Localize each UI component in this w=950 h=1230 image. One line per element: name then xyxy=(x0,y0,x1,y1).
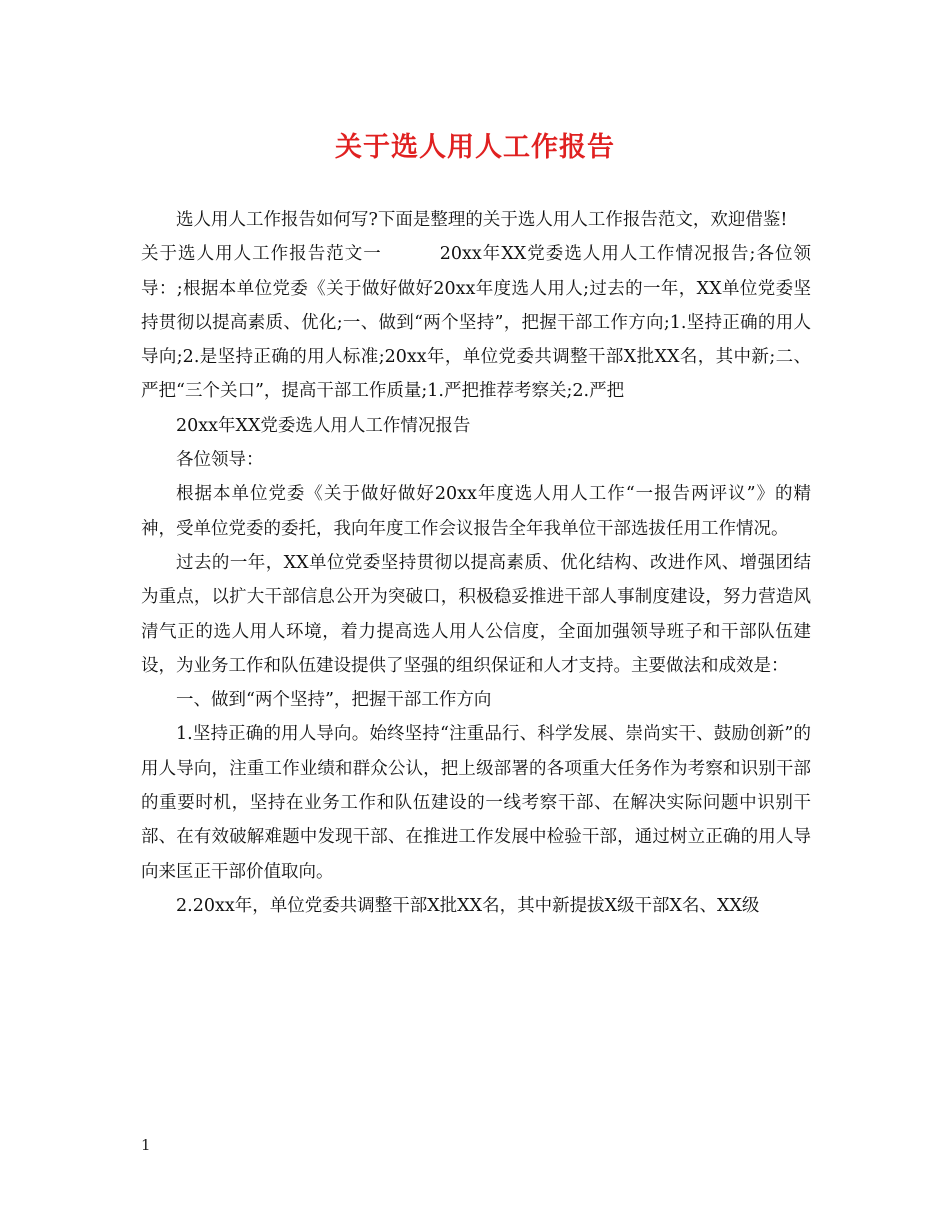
summary-text: 20xx年XX党委选人用人工作情况报告;各位领导：;根据本单位党委《关于做好做好20xx年度选人用人;过去的一年，XX单位党委坚持贯彻以提高素质、优化;一、做到“两个坚持”，把握干部工作方向;1.坚持正确的用人导向;2.是坚持正确的用人标准;20xx年，单位党委共调整干部X批XX名，其中新;二、严把“三个关口”，提高干部工作质量;1.严把推荐考察关;2.严把 xyxy=(141,244,811,402)
page-number: 1 xyxy=(141,1136,151,1154)
paragraph-4: 2.20xx年，单位党委共调整干部X批XX名，其中新提拔X级干部X名、XX级 xyxy=(176,895,760,916)
report-title: 20xx年XX党委选人用人工作情况报告 xyxy=(176,415,471,436)
intro-paragraph: 选人用人工作报告如何写?下面是整理的关于选人用人工作报告范文，欢迎借鉴! xyxy=(176,210,788,230)
salutation: 各位领导： xyxy=(176,450,264,471)
paragraph-3: 1.坚持正确的用人导向。始终坚持“注重品行、科学发展、崇尚实干、鼓励创新”的用人导向，注重工作业绩和群众公认，把上级部署的各项重大任务作为考察和识别干部的重要时机，坚持在业务工作和队伍建设的一线考察干部、在解决实际问题中识别干部、在有效破解难题中发现干部、在推进工作发展中检验干部，通过树立正确的用人导向来匡正干部价值取向。 xyxy=(141,724,811,882)
document-body xyxy=(141,203,811,923)
paragraph-2: 过去的一年，XX单位党委坚持贯彻以提高素质、优化结构、改进作风、增强团结为重点，以扩大干部信息公开为突破口，积极稳妥推进干部人事制度建设，努力营造风清气正的选人用人环境，着力提高选人用人公信度，全面加强领导班子和干部队伍建设，为业务工作和队伍建设提供了坚强的组织保证和人才支持。主要做法和成效是： xyxy=(141,552,811,676)
section-1-heading: 一、做到“两个坚持”，把握干部工作方向 xyxy=(176,690,492,711)
summary-label: 关于选人用人工作报告范文一 xyxy=(141,244,382,265)
document-title: 关于选人用人工作报告 xyxy=(335,132,615,163)
summary-paragraph xyxy=(141,237,811,408)
paragraph-1: 根据本单位党委《关于做好做好20xx年度选人用人工作“一报告两评议”》的精神，受单位党委的委托，我向年度工作会议报告全年我单位干部选拔任用工作情况。 xyxy=(141,484,811,539)
